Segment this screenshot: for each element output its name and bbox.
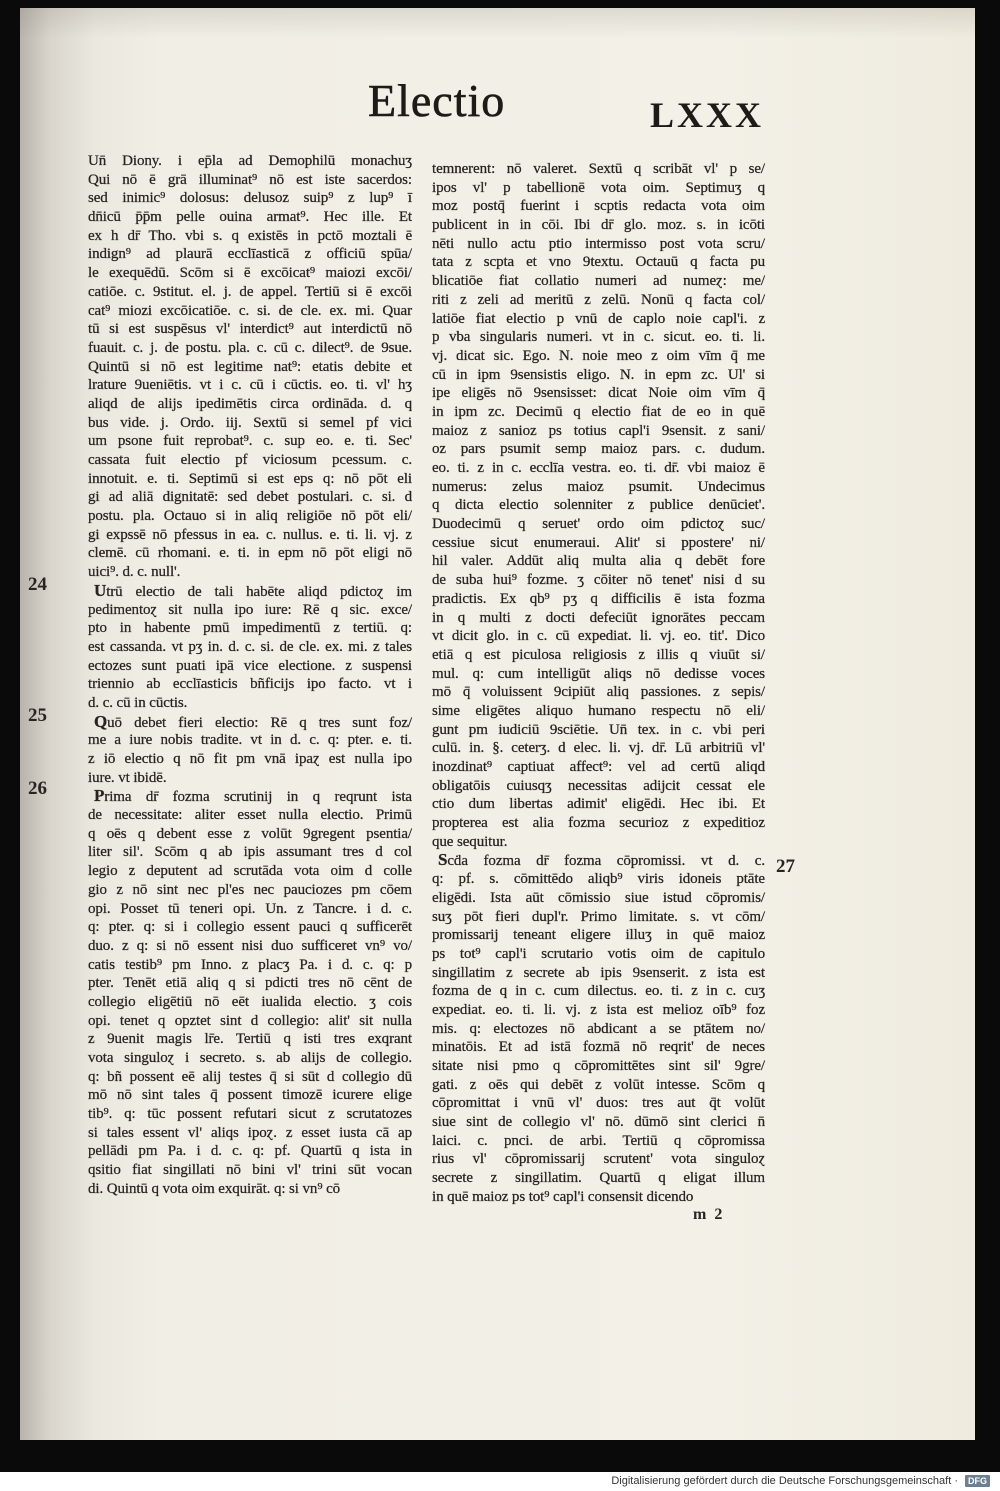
signature-mark: m 2 xyxy=(693,1206,725,1223)
text-line: Un̄ Diony. i ep̄la ad Demophilū monachuʒ xyxy=(88,153,412,169)
text-line: vota singuloɀ i secreto. s. ab alijs de collegio. xyxy=(88,1050,412,1066)
text-line: bus vide. j. Ordo. iij. Sextū si semel pf vici xyxy=(88,414,412,431)
text-line: gi expssē nō pfessus in ea. c. nullus. e. ti. li. vj. z xyxy=(88,526,412,543)
text-line: temnerent: nō valeret. Sextū q scribāt vl' p se/ xyxy=(432,161,765,177)
text-line: opi. Posset tū teneri opi. Un. z Tancre. i d. c. xyxy=(88,900,412,917)
text-line: nēti nullo actu ptio intermisso post vota scru/ xyxy=(432,235,765,252)
text-line: maioz z sanioz ps totius capl'i 9sensit. z sani/ xyxy=(432,422,765,439)
text-line: di. Quintū q vota oim exquirāt. q: si vn⁹ cō xyxy=(88,1180,341,1197)
text-line: de suba hui⁹ fozme. ʒ cōiter nō tenet' nisi d su xyxy=(432,572,765,589)
text-line: pto in habente pmū impedimentū z tertiū. q: xyxy=(88,620,412,637)
text-line: innotuit. e. ti. Septimū si est eps q: nō pōt eli xyxy=(88,470,412,487)
text-line: opi. tenet q opztet sint d collegio: alit' sit nulla xyxy=(88,1012,412,1029)
text-line: catis testib⁹ pm Inno. z placʒ Pa. i d. c. q: p xyxy=(88,956,412,973)
text-line: ectozes sunt puati ipā vice electione. z suspensi xyxy=(88,657,412,674)
text-line: Duodecimū q seruet' ordo oim pdictoɀ suc/ xyxy=(432,516,765,533)
text-line: clemē. cū rhomani. e. ti. in epm nō pōt eligi nō xyxy=(88,545,412,562)
running-title: Electio xyxy=(368,75,506,126)
folio-number: LXXX xyxy=(650,95,765,135)
dfg-logo: DFG xyxy=(965,1475,990,1487)
text-line: in ipm zc. Decimū q electio fiat de eo in quē xyxy=(432,403,765,420)
text-line: Quintū si nō est legitime nat⁹: etatis debite et xyxy=(88,358,412,375)
text-line: mō nō sint tales q̄ possent timozē icurere elige xyxy=(88,1087,412,1104)
text-line: z iō electio q nō fit pm vnā ipaɀ est nulla ipo xyxy=(88,751,412,767)
text-line: gunt pm iudiciū 9sciētie. Un̄ tex. in c. vbi peri xyxy=(432,721,765,738)
text-line: duo. z q: si nō essent nisi duo sufficeret vn⁹ vo/ xyxy=(88,937,412,954)
text-line: de necessitate: aliter esset nulla electio. Primū xyxy=(88,807,412,824)
text-line: latiōe fiat electio p vnū de caplo noie capl'i. z xyxy=(432,310,765,327)
margin-note-27: 27 xyxy=(776,856,795,877)
text-line: tata z scpta et vno 9textu. Octauū q facta pu xyxy=(432,254,765,271)
margin-note-25: 25 xyxy=(28,705,47,726)
text-line: ipos vl' p tabellionē vota oim. Septimuʒ q xyxy=(432,179,765,196)
text-line: obligatōis cuiusqʒ necessitas adijcit cessat ele xyxy=(432,777,765,794)
text-line: rius vl' cōpromissarij scrutent' vota singuloɀ xyxy=(432,1151,765,1168)
text-line: in quē maioz ps tot⁹ capl'i consensit dicendo xyxy=(432,1188,694,1205)
text-line: q dicta electio solenniter z publice denūciet'. xyxy=(432,497,765,514)
text-line: iure. vt ibidē. xyxy=(88,769,167,786)
margin-note-24: 24 xyxy=(28,574,47,595)
text-line: riti z zeli ad meritū z zelū. Nonū q facta col/ xyxy=(432,291,765,308)
text-line: liter sil'. Scōm q ab ipis assumant tres d col xyxy=(88,844,412,861)
text-line: pradictis. Ex qb⁹ pʒ q difficilis ē ista fozma xyxy=(432,590,765,607)
text-line: blicatiōe fiat collatio numeri ad numeɀ: me/ xyxy=(432,273,765,290)
text-line: pter. Tenēt etiā aliq q si pdicti tres nō cēnt de xyxy=(88,975,412,992)
text-line: cōpromittat i vnū vl' duos: tres aut q̄t volūt xyxy=(432,1095,765,1112)
text-line: um psone fuit reprobat⁹. c. sup eo. e. ti. Sec' xyxy=(88,433,412,450)
text-line: in q multi z docti defeciūt ignorātes peccam xyxy=(432,609,765,626)
text-line: mō q̄ voluissent 9cipiūt aliq passiones. z sepis/ xyxy=(432,684,765,701)
text-line: ex h dr̄ Tho. vbi s. q existēs in pctō moztali ē xyxy=(88,227,412,244)
text-line: d. c. cū in cūctis. xyxy=(88,694,188,711)
text-line: triennio ab ecclīasticis bñficijs ipo facto. vt i xyxy=(88,676,412,693)
text-line: sed inimic⁹ dolosus: delusoz suip⁹ z lup⁹ ī xyxy=(88,190,412,207)
text-line: z 9uenit magis lr̄e. Tertiū q isti tres exqrant xyxy=(88,1031,412,1048)
text-line: minatōis. Et ad istā fozmā nō reqrit' de neces xyxy=(432,1039,765,1056)
text-line: sitate nisi pmo q cōpromittētes sint sil' 9gre/ xyxy=(432,1058,765,1074)
text-line: numerus: zelus maioz psumit. Undecimus xyxy=(432,478,765,495)
text-line: cassata fuit electio pf viciosum pcessum. c. xyxy=(88,452,412,468)
left-text-column xyxy=(88,152,412,1199)
text-line: me a iure nobis tradite. vt in d. c. q: pter. e. ti. xyxy=(88,732,412,749)
text-line: cat⁹ miozi excōicatiōe. c. si. de cle. ex. mi. Quar xyxy=(88,302,412,319)
text-line: siue sint de collegio vl' nō. dūmō sint clerici n̄ xyxy=(432,1114,765,1131)
text-line: Utrū electio de tali habēte aliqd pdictoɀ im xyxy=(94,580,412,600)
text-line: q: bñ possent eē alij testes q̄ si sūt d collegio dū xyxy=(88,1068,412,1085)
text-line: uici⁹. d. c. null'. xyxy=(88,564,181,581)
text-line: est cassanda. vt pʒ in. d. c. si. de cle. ex. mi. z tales xyxy=(88,638,412,655)
text-line: suʒ pōt fieri dupl'r. Primo limitate. s. vt cōm/ xyxy=(432,908,765,925)
text-line: Prima dr̄ fozma scrutinij in q reqrunt ista xyxy=(94,786,412,806)
text-line: qsitio fiat singillati nō bini vl' trini sūt vocan xyxy=(88,1162,412,1179)
text-line: tū si est suspēsus vl' interdict⁹ aut interdictū nō xyxy=(88,321,412,338)
text-line: eo. ti. z in c. ecclīa vestra. eo. ti. dr̄. vbi maioz ē xyxy=(432,460,765,476)
text-line: le exequēdū. Scōm si ē excōicat⁹ maiozi excōi/ xyxy=(88,265,412,282)
text-line: gati. z oēs qui debēt z volūt intesse. Scōm q xyxy=(432,1076,765,1093)
text-line: Quō debet fieri electio: Rē q tres sunt foz/ xyxy=(94,711,412,731)
text-line: cessiue sicut enumeraui. Alit' si ppostere' ni/ xyxy=(432,534,765,551)
text-line: legio z deputent ad scrutāda vota oim d colle xyxy=(88,863,412,880)
text-line: singillatim z secrete ab ipis 9senserit. z ista est xyxy=(432,964,765,981)
text-line: etiā q est piculosa religiosis z illis q viuūt si/ xyxy=(432,646,765,663)
text-line: promissarij teneant eligere illuʒ in quē maioz xyxy=(432,927,765,944)
text-line: pedimentoɀ sit nulla ipo iure: Rē q sic. exce/ xyxy=(88,601,412,618)
text-line: aliqd de alijs ipedimētis circa ordināda. d. q xyxy=(88,395,412,412)
text-line: mis. q: electozes nō abdicant a se ptātem no/ xyxy=(432,1020,765,1037)
text-line: que sequitur. xyxy=(432,833,508,850)
book-page xyxy=(20,8,975,1440)
text-line: collegio eligētiū nō eēt iualida electio. ʒ cois xyxy=(88,993,412,1010)
text-line: lrature 9ueniētis. vt i c. cū i cūctis. eo. ti. vl' hʒ xyxy=(88,377,412,394)
text-line: laici. c. pnci. de arbi. Tertiū q cōpromissa xyxy=(432,1132,765,1149)
text-line: Scḋa fozma dr̄ fozma cōpromissi. vt d. c. xyxy=(438,850,765,870)
text-line: expediat. eo. ti. li. vj. z ista est melioz oīb⁹ foz xyxy=(432,1001,765,1018)
text-line: indign⁹ ad plaurā ecclīasticā z officiū spūa/ xyxy=(88,246,412,263)
text-line: ps tot⁹ capl'i scrutario votis oim de capitulo xyxy=(432,945,765,962)
text-line: ipe eligēs nō 9sensisset: dicat Noie oim vīm q̄ xyxy=(432,385,765,402)
text-line: moz postq̄ fuerint i scptis redacta vota oim xyxy=(432,198,765,215)
text-line: q oēs q debent esse z volūt 9gregent psentia/ xyxy=(88,825,412,842)
text-line: cū in ipm 9sensistis eligo. N. in epm zc. Ul' si xyxy=(432,366,765,383)
text-line: mul. q: cum intelligūt aliqs nō dedisse voces xyxy=(432,665,765,682)
margin-note-26: 26 xyxy=(28,778,47,799)
text-line: vt dicit glo. in c. cū expediat. li. vj. eo. tit'. Dico xyxy=(432,628,765,645)
right-text-column xyxy=(432,160,765,1207)
text-line: si tales essent vl' aliqs ipoɀ. z esset iusta cā ap xyxy=(88,1124,412,1141)
text-line: ctio dum libertas adimit' eligēdi. Hec ibi. Et xyxy=(432,796,765,813)
text-line: fozma de q in c. cum dilectus. eo. ti. z in c. cuʒ xyxy=(432,983,765,1000)
text-line: sime eligētes aliquo humano respectu nō eli/ xyxy=(432,702,765,719)
text-line: catiōe. c. 9stitut. el. j. de appel. Tertiū si ē excōi xyxy=(88,283,412,300)
text-line: propterea est alia fozma securioz z expeditioz xyxy=(432,815,765,832)
page-shadow xyxy=(20,8,975,38)
text-line: Qui nō ē grā illuminat⁹ nō est iste sacerdos: xyxy=(88,171,412,188)
text-line: q: pf. s. cōmittēdo aliqb⁹ viris idoneis ptāte xyxy=(432,871,765,888)
text-line: culū. in. §. ceterʒ. d elec. li. vj. dr̄. Lū arbitriū vl' xyxy=(432,740,765,757)
text-line: p vba singularis numeri. vt in c. sicut. eo. ti. li. xyxy=(432,329,765,346)
digitization-footer xyxy=(0,1472,1000,1491)
text-line: gio z nō sint nec pl'es nec pauciozes pm cōem xyxy=(88,881,412,898)
text-line: secrete z singillatim. Quartū q eligat illum xyxy=(432,1170,765,1187)
text-line: gi ad aliā dignitatē: sed debet postulari. c. si. d xyxy=(88,489,412,506)
text-line: postu. pla. Octauo si in aliq religiōe nō pōt eli/ xyxy=(88,508,412,525)
text-line: pellādi pm Pa. i d. c. q: pf. Quartū q ista in xyxy=(88,1143,412,1160)
text-line: oz pars psumit semp maioz pars. c. dudum. xyxy=(432,441,765,458)
text-line: inozdinat⁹ captiuat affect⁹: vel ad certū aliqd xyxy=(432,759,765,775)
text-line: hil valer. Addūt aliq multa alia q debēt fore xyxy=(432,553,765,570)
text-line: tib⁹. q: tūc possent refutari sicut z scrutatozes xyxy=(88,1106,412,1123)
funding-credit: Digitalisierung gefördert durch die Deutsche Forschungsgemeinschaft · xyxy=(611,1475,958,1487)
text-line: q: pter. q: si i collegio essent pauci q sufficerēt xyxy=(88,919,412,936)
text-line: vj. dicat sic. Ego. N. noie meo z oim vīm q̄ me xyxy=(432,347,765,364)
text-line: eligēdi. Ista aūt cōmissio siue istud cōpromis/ xyxy=(432,889,765,906)
text-line: fuauit. c. j. de postu. pla. c. cū c. dilect⁹. de 9sue. xyxy=(88,339,412,356)
text-line: publicent in in cōi. Ibi dr̄ glo. moz. s. in icōti xyxy=(432,217,765,234)
text-line: dn̄icū p̄p̄m pelle ouina armat⁹. Hec ille. Et xyxy=(88,209,412,226)
